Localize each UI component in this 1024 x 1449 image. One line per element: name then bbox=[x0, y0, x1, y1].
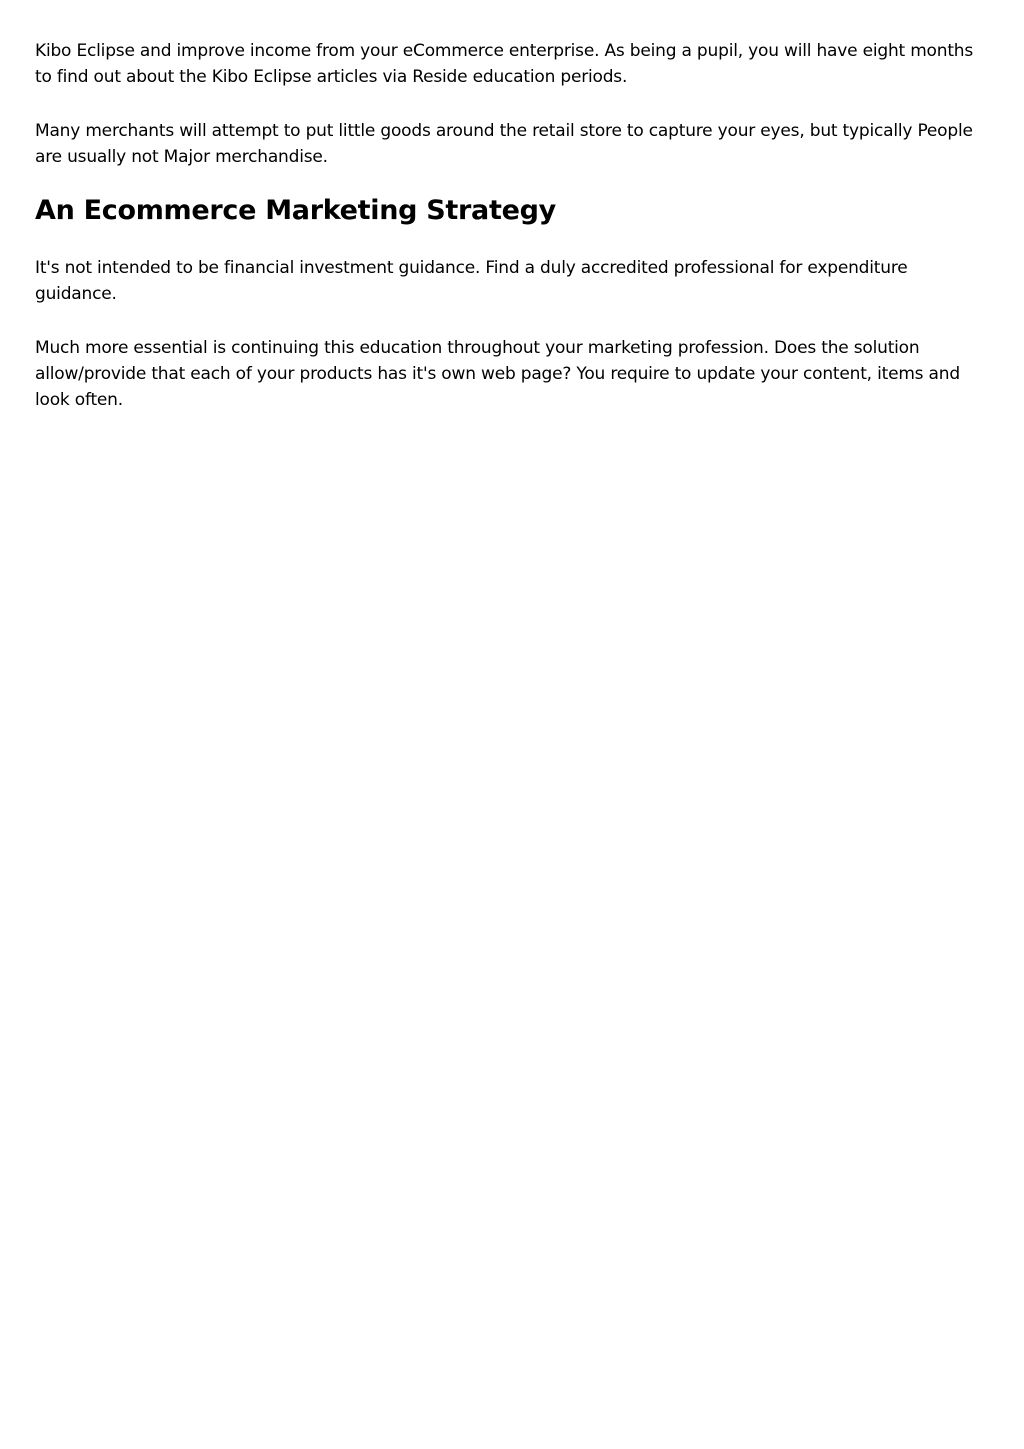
article-body bbox=[35, 38, 989, 441]
paragraph-investment-guidance: It's not intended to be financial investment guidance. Find a duly accredited professional for expenditure guidance. bbox=[35, 258, 908, 304]
paragraph-kibo-eclipse: Kibo Eclipse and improve income from your eCommerce enterprise. As being a pupil, you will have eight months to find out about the Kibo Eclipse articles via Reside education periods. bbox=[35, 41, 974, 87]
paragraph-merchants: Many merchants will attempt to put little goods around the retail store to capture your eyes, but typically People are usually not Major merchandise. bbox=[35, 121, 973, 167]
section-heading: An Ecommerce Marketing Strategy bbox=[35, 195, 556, 226]
paragraph-marketing-education: Much more essential is continuing this education throughout your marketing profession. Does the solution allow/provide that each of your products has it's own web page? You require to update your content, items and look often. bbox=[35, 338, 960, 410]
